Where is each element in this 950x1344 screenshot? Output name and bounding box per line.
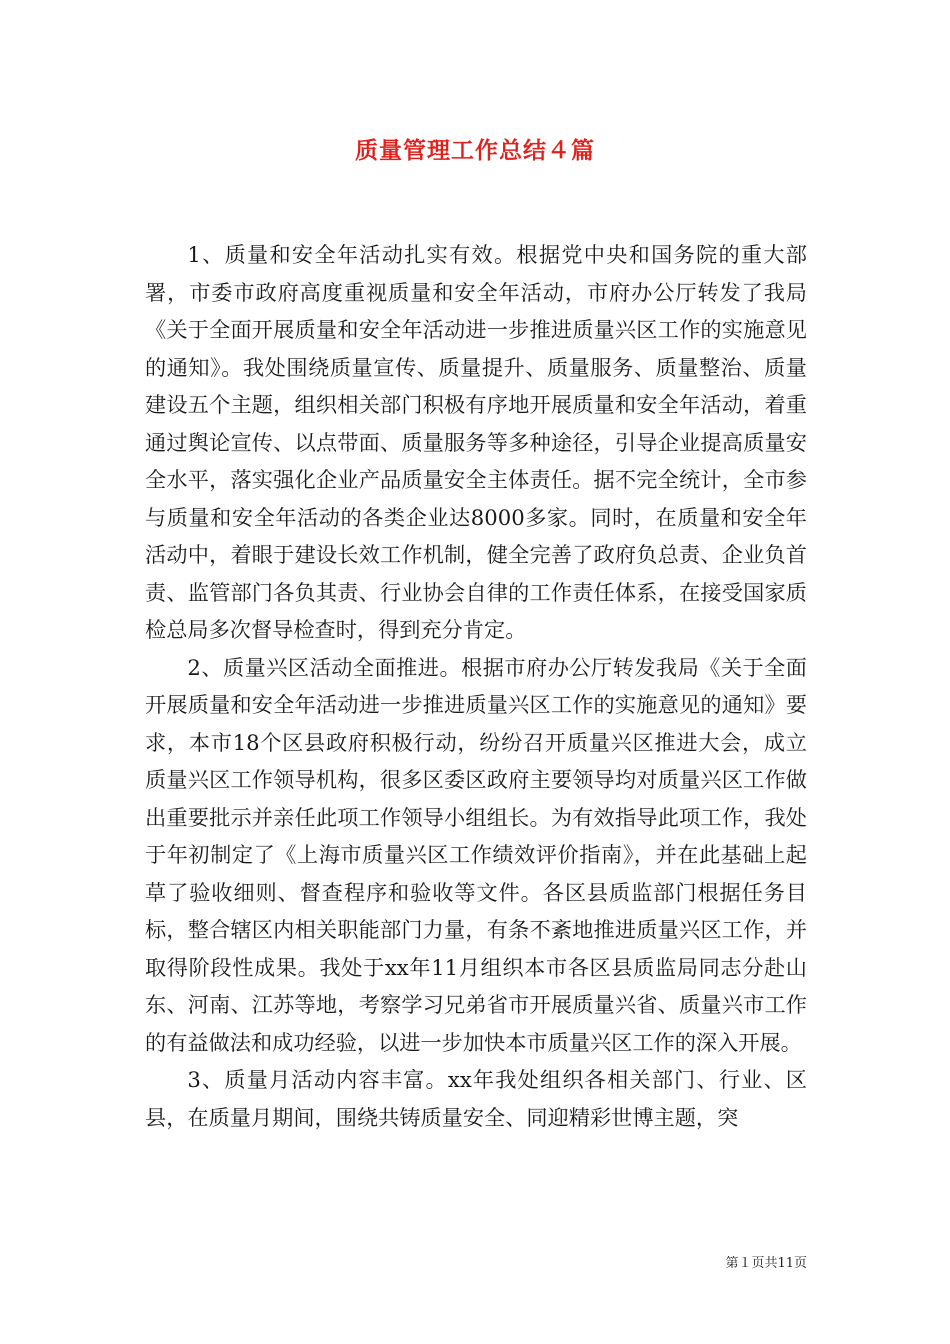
document-title: 质量管理工作总结４篇: [355, 137, 595, 164]
document-body: [145, 236, 807, 1136]
paragraph-1: 1、质量和安全年活动扎实有效。根据党中央和国务院的重大部署，市委市政府高度重视质量和安全年活动，市府办公厅转发了我局《关于全面开展质量和安全年活动进一步推进质量兴区工作的实施意见的通知》。我处围绕质量宣传、质量提升、质量服务、质量整治、质量建设五个主题，组织相关部门积极有序地开展质量和安全年活动，着重通过舆论宣传、以点带面、质量服务等多种途径，引导企业提高质量安全水平，落实强化企业产品质量安全主体责任。据不完全统计，全市参与质量和安全年活动的各类企业达8000多家。同时，在质量和安全年活动中，着眼于建设长效工作机制，健全完善了政府负总责、企业负首责、监管部门各负其责、行业协会自律的工作责任体系，在接受国家质检总局多次督导检查时，得到充分肯定。: [145, 242, 807, 642]
paragraph-2: 2、质量兴区活动全面推进。根据市府办公厅转发我局《关于全面开展质量和安全年活动进一步推进质量兴区工作的实施意见的通知》要求，本市18个区县政府积极行动，纷纷召开质量兴区推进大会，成立质量兴区工作领导机构，很多区委区政府主要领导均对质量兴区工作做出重要批示并亲任此项工作领导小组组长。为有效指导此项工作，我处于年初制定了《上海市质量兴区工作绩效评价指南》，并在此基础上起草了验收细则、督查程序和验收等文件。各区县质监部门根据任务目标，整合辖区内相关职能部门力量，有条不紊地推进质量兴区工作，并取得阶段性成果。我处于xx年11月组织本市各区县质监局同志分赴山东、河南、江苏等地，考察学习兄弟省市开展质量兴省、质量兴市工作的有益做法和成功经验，以进一步加快本市质量兴区工作的深入开展。: [145, 654, 807, 1055]
page-number-footer: 第１页共11页: [725, 1256, 807, 1271]
paragraph-3: 3、质量月活动内容丰富。xx年我处组织各相关部门、行业、区县，在质量月期间，围绕共铸质量安全、同迎精彩世博主题，突: [145, 1067, 807, 1130]
